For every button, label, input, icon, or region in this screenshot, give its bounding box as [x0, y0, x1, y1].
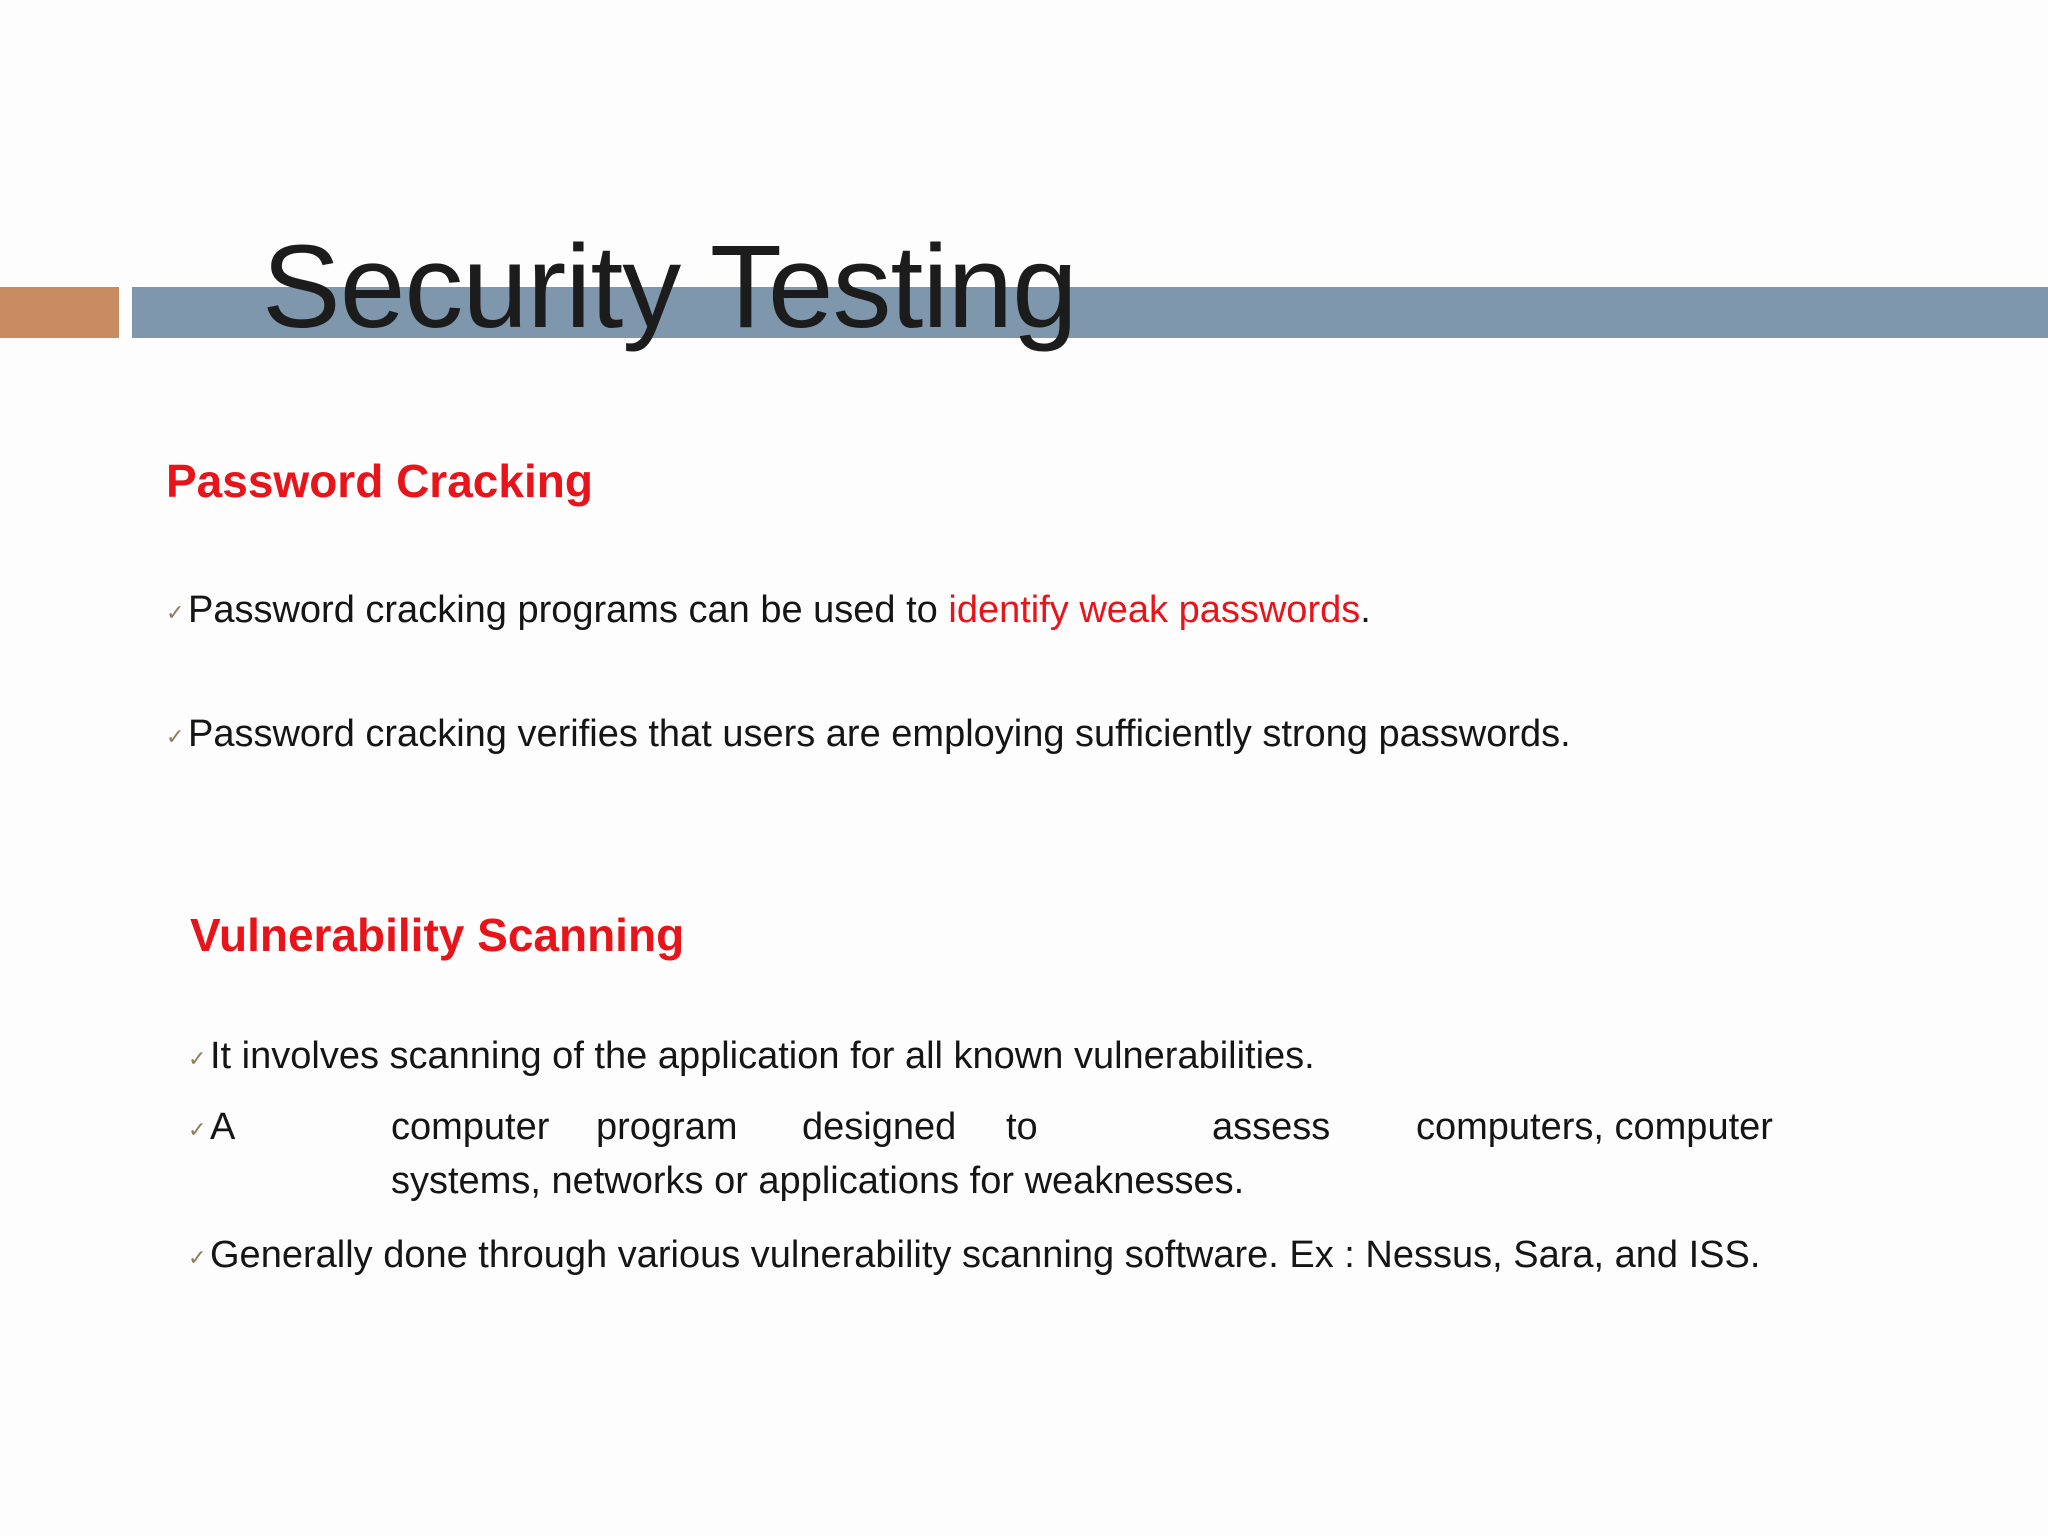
bullet-text: It involves scanning of the application for all known vulnerabilities. [210, 1035, 1315, 1077]
bullet-word: to [1006, 1106, 1038, 1148]
bullet-text: Generally done through various vulnerability scanning software. Ex : Nessus, Sara, and ISS. [210, 1234, 1761, 1276]
checkmark-icon: ✓ [166, 724, 185, 749]
bullet-highlight: identify weak passwords [948, 589, 1361, 631]
section-heading-password-cracking: Password Cracking [166, 455, 593, 507]
bullet-text: Password cracking programs can be used to [188, 589, 949, 631]
bullet-identify-weak-passwords [166, 591, 1371, 629]
bullet-word: computers, computer [1416, 1106, 1773, 1148]
checkmark-icon: ✓ [188, 1245, 207, 1270]
bullet-known-vulnerabilities [188, 1037, 1315, 1075]
slide-title: Security Testing [262, 221, 1077, 353]
section-heading-vulnerability-scanning: Vulnerability Scanning [190, 909, 685, 961]
bullet-strong-passwords [166, 715, 1571, 753]
bullet-word: ✓A [188, 1106, 236, 1148]
bullet-text: Password cracking verifies that users are employing sufficiently strong passwords. [188, 713, 1571, 755]
checkmark-icon: ✓ [188, 1117, 207, 1142]
header-accent-bar-left [0, 287, 119, 338]
bullet-computer-program [188, 1106, 1788, 1202]
bullet-text-end: . [1360, 589, 1371, 631]
checkmark-icon: ✓ [188, 1046, 207, 1071]
bullet-word: assess [1212, 1106, 1331, 1148]
bullet-line-1 [188, 1108, 1788, 1148]
bullet-word: computer [391, 1106, 550, 1148]
bullet-line-2: systems, networks or applications for weaknesses. [391, 1160, 1245, 1202]
checkmark-icon: ✓ [166, 600, 185, 625]
bullet-scanning-software [188, 1236, 1760, 1274]
bullet-word: program [596, 1106, 738, 1148]
bullet-word: designed [802, 1106, 957, 1148]
